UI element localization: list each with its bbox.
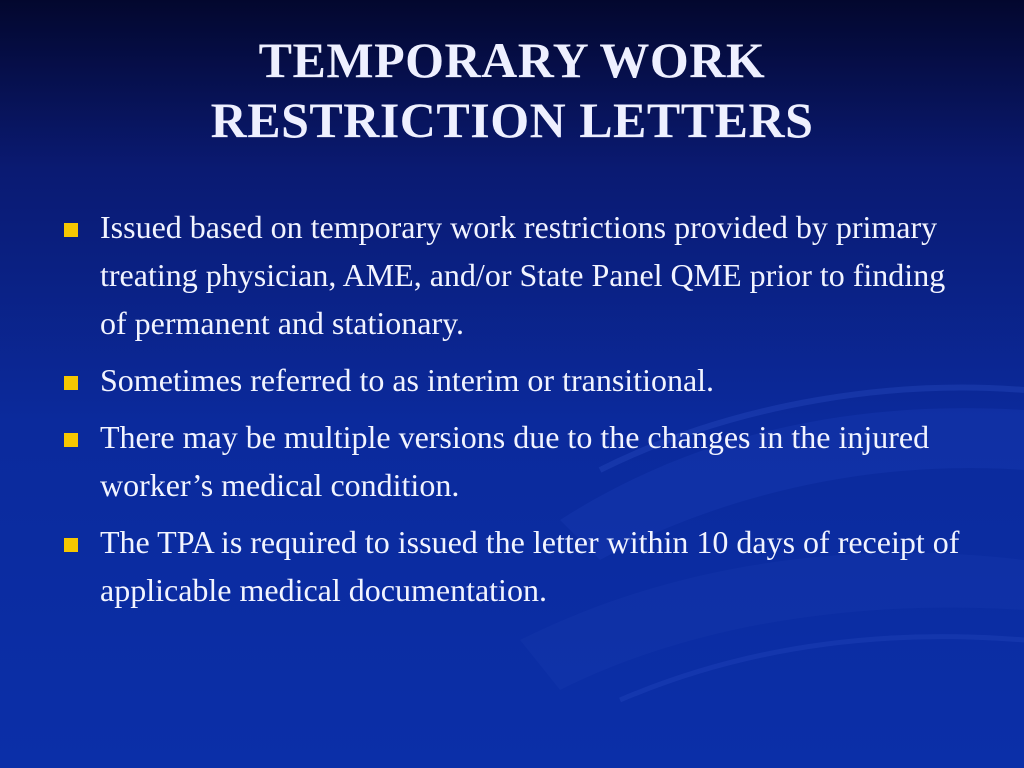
slide-title-line-2: RESTRICTION LETTERS	[210, 92, 814, 148]
bullet-text: Sometimes referred to as interim or transitional.	[100, 362, 715, 398]
bullet-list	[56, 203, 976, 623]
bullet-text: There may be multiple versions due to the changes in the injured worker’s medical condition.	[100, 419, 930, 503]
square-bullet-icon	[64, 433, 78, 447]
bullet-item	[56, 356, 976, 404]
slide-title-line-1: TEMPORARY WORK	[258, 32, 766, 88]
bullet-item	[56, 518, 976, 614]
square-bullet-icon	[64, 376, 78, 390]
bullet-item	[56, 413, 976, 509]
bullet-text: Issued based on temporary work restrictions provided by primary treating physician, AME, and/or State Panel QME prior to finding of permanent and stationary.	[100, 209, 946, 341]
bullet-item	[56, 203, 976, 347]
square-bullet-icon	[64, 223, 78, 237]
slide-title	[0, 30, 1024, 150]
square-bullet-icon	[64, 538, 78, 552]
bullet-text: The TPA is required to issued the letter within 10 days of receipt of applicable medical documentation.	[100, 524, 960, 608]
